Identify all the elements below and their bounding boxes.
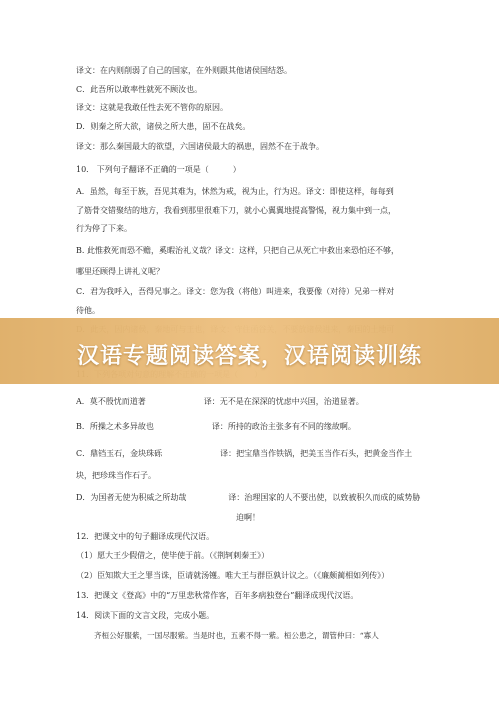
text-line: B. 此惟救死而恐不赡，奚暇治礼义哉？译文：这样，只把自己从死亡中救出来恐怕还不够， bbox=[76, 246, 399, 255]
text-line: D．则秦之所大欲，诸侯之所大患，固不在战矣。 bbox=[76, 122, 251, 131]
question-heading: 10． 下列句子翻译不正确的一项是（ ） bbox=[76, 165, 241, 174]
option-question: 块，把珍珠当作石子。 bbox=[76, 471, 156, 480]
option-question: A．莫不殷忧而道著 bbox=[76, 397, 146, 406]
text-line: 了筋骨交错聚结的地方，我看到那里很难下刀，就小心翼翼地提高警惕，视力集中到一点， bbox=[76, 206, 396, 215]
option-continuation: 迫啊！ bbox=[236, 513, 260, 522]
option-translation: 译：所持的政治主张多有不同的缘故啊。 bbox=[211, 422, 356, 431]
text-line: 译文：在内则削弱了自己的国家，在外则跟其他诸侯国结怨。 bbox=[76, 66, 292, 75]
text-line: 译文：那么秦国最大的欲望，六国诸侯最大的祸患，固然不在于战争。 bbox=[76, 142, 324, 151]
option-translation: 译：把宝鼎当作铁锅，把美玉当作石头，把黄金当作土 bbox=[220, 449, 413, 458]
option-question: D．为国者无使为积威之所劫哉 bbox=[76, 493, 187, 502]
text-line: （1）愿大王少假借之，使毕使于前。（《荆轲刺秦王》） bbox=[76, 551, 270, 560]
option-row bbox=[76, 470, 455, 482]
option-question: B．所操之术多异故也 bbox=[76, 422, 154, 431]
text-line: C．君为我呼入，吾得兄事之。译文：您为我（将他）叫进来，我要像（对待）兄弟一样对 bbox=[76, 287, 395, 296]
text-line: C．此吾所以敢率性就死不顾汝也。 bbox=[76, 85, 203, 94]
text-line: 译文：这就是我敢任性去死不管你的原因。 bbox=[76, 103, 228, 112]
question-heading: 12．把课文中的句子翻译成现代汉语。 bbox=[76, 532, 215, 541]
option-question: C．鼎铛玉石，金块珠砾 bbox=[76, 449, 163, 458]
text-line: （2）臣知欺大王之罪当诛，臣请就汤镬。唯大王与群臣孰计议之。（《廉颇蔺相如列传》） bbox=[76, 571, 390, 580]
text-line: 行为停了下来。 bbox=[76, 224, 132, 233]
option-row bbox=[76, 396, 455, 408]
passage-text: 齐桓公好服紫，一国尽服紫。当是时也，五素不得一紫。桓公患之，谓管仲曰：“寡人 bbox=[94, 631, 379, 640]
question-heading: 13．把课文《登高》中的“万里悲秋常作客，百年多病独登台”翻译成现代汉语。 bbox=[76, 591, 359, 600]
option-row bbox=[76, 492, 455, 504]
option-translation: 译：无不是在深深的忧虑中兴国，治道显著。 bbox=[203, 397, 364, 406]
option-translation: 译：治理国家的人不要出使，以致被积久而成的威势胁 bbox=[228, 493, 421, 502]
text-line: A．虽然，每至于族，吾见其难为，怵然为戒，视为止，行为迟。译文：即使这样，每每到 bbox=[76, 187, 394, 196]
question-heading: 14．阅读下面的文言文段，完成小题。 bbox=[76, 611, 215, 620]
text-line: 待他。 bbox=[76, 306, 100, 315]
option-row bbox=[76, 448, 455, 460]
option-row bbox=[76, 421, 455, 433]
text-line: 哪里还顾得上讲礼义呢？ bbox=[76, 267, 164, 276]
banner-title: 汉语专题阅读答案，汉语阅读训练 bbox=[76, 344, 422, 369]
